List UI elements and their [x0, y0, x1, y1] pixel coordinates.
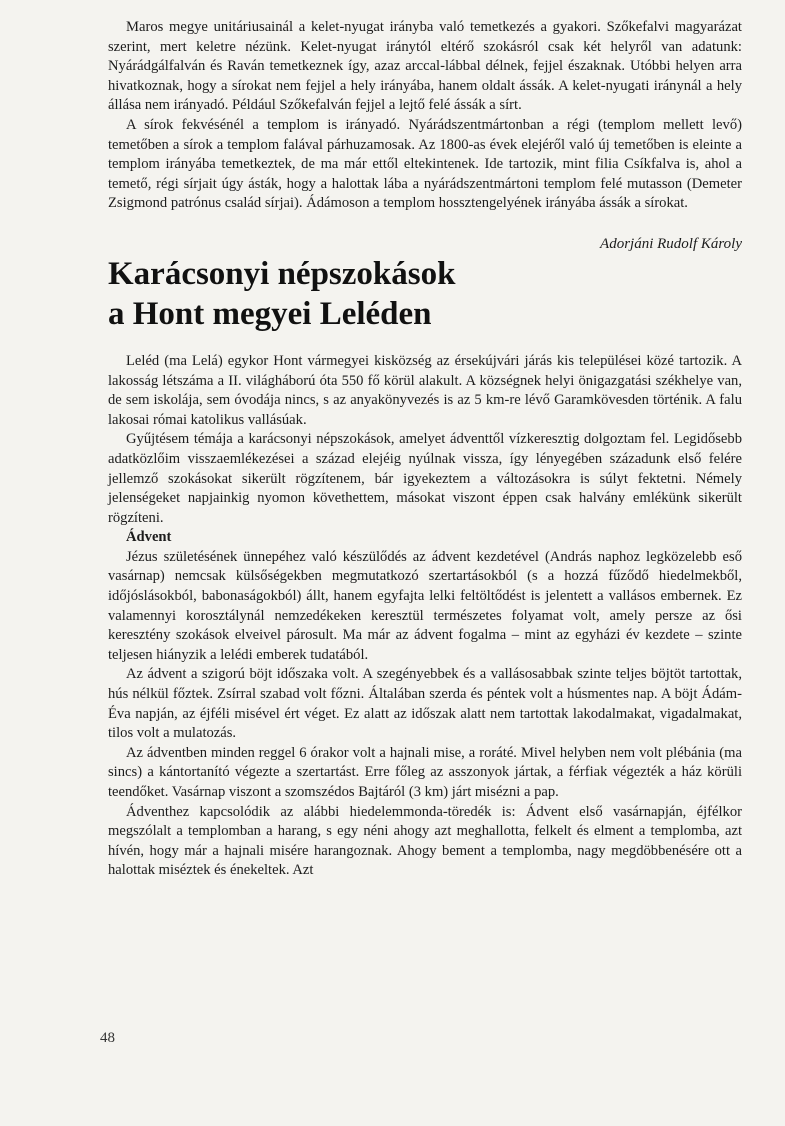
section-heading-advent: Ádvent — [126, 529, 172, 546]
paragraph-collection-topic: Gyűjtésem témája a karácsonyi népszokások, amelyet ádventtől vízkeresztig dolgoztam fel. Legidősebb adatközlőim visszaemlékezései a század elejéig nyúlnak vissza, így lényegében századunk első felére jellemző szokásokat sikerült rögzítenem, bár igyekeztem a változásokra is súlyt fektetni. Némely jelenségeket napjainkig nyomon követhettem, másokat viszont éppen csak halvány emlékünk sikerült rögzíteni. — [108, 431, 742, 526]
paragraph-rorate-mass: Az ádventben minden reggel 6 órakor volt a hajnali mise, a roráté. Mivel helyben nem volt plébánia (ma sincs) a kántortanító végezte a szertartást. Erre főleg az asszonyok jártak, a férfiak végezték a ház körüli teendőket. Vasárnap viszont a szomszédos Bajtáról (3 km) járt misézni a pap. — [108, 744, 742, 800]
paragraph-advent-preparation: Jézus születésének ünnepéhez való készülődés az ádvent kezdetével (András naphoz legközelebb eső vasárnap) nemcsak külsőségekben megmutatkozó szertartásokból (s a hozzá fűződő hiedelmekből, időjóslásokból, babonaságokból) állt, hanem egyfajta lelki feltöltődést is jelentett a vallásos embernek. Ez valamennyi korosztálynál nemzedékeken keresztül természetes folyamat volt, amely persze az ősi keresztény szokások elveivel párosult. Ma már az ádvent fogalma – mint az egyházi év kezdete – szinte teljesen hiányzik a lelédi emberek tudatából. — [108, 548, 742, 663]
paragraph-leled-intro: Leléd (ma Lelá) egykor Hont vármegyei kisközség az érsekújvári járás kis települései közé tartozik. A lakosság létszáma a II. világháború óta 550 fő körül alakult. A községnek helyi önigazgatási székhelye van, de sem iskolája, sem óvodája nincs, s az anyakönyvezés is az 5 km-re lévő Garamkövesden történik. A falu lakosai római katolikus vallásúak. — [108, 352, 742, 428]
page-content — [108, 18, 742, 881]
title-line-1: Karácsonyi népszokások — [108, 255, 456, 292]
paragraph-church-orientation: A sírok fekvésénél a templom is irányadó. Nyárádszentmártonban a régi (templom mellett levő) temetőben a sírok a templom falával párhuzamosak. Az 1800-as évek elejéről való új temetőben is eleinte a templom irányába temetkeztek, de ma már ettől eltekintenek. Ide tartozik, mint filia Csíkfalva is, ahol a temető, régi sírjait úgy ásták, hogy a halottak lába a nyárádszentmártoni templom felé mutasson (Demeter Zsigmond patrónus család sírjai). Ádámoson a templom hossztengelyének irányába ássák a sírokat. — [108, 116, 742, 212]
paragraph-legend-fragment: Ádventhez kapcsolódik az alábbi hiedelemmonda-töredék is: Ádvent első vasárnapján, éjfélkor megszólalt a templomban a harang, s egy néni ahogy azt meghallotta, felkelt és elment a templomba, azt hívén, hogy már a hajnali misére harangoznak. Ahogy bement a templomba, nagy megdöbbenésére ott a halottak miséztek és énekeltek. Azt — [108, 803, 742, 879]
page-number: 48 — [100, 1030, 115, 1046]
paragraph-advent-fasting: Az ádvent a szigorú böjt időszaka volt. A szegényebbek és a vallásosabbak szinte teljes böjtöt tartottak, hús nélkül főztek. Zsírral szabad volt főzni. Általában szerda és péntek volt a húsmentes nap. A böjt Ádám-Éva napján, az éjféli misével ért véget. Ez alatt az időszak alatt nem tartottak lakodalmakat, vigadalmakat, tilos volt a mulatozás. — [108, 666, 742, 742]
article-title — [108, 255, 742, 333]
paragraph-burial-direction: Maros megye unitáriusainál a kelet-nyugat irányba való temetkezés a gyakori. Szőkefalvi magyarázat szerint, mert keletre nézünk. Kelet-nyugat iránytól eltérő szokásról csak két helyről van adatunk: Nyárádgálfalván és Raván temetkeznek így, azaz arccal-lábbal délnek, fejjel északnak. Utóbbi helyen arra hivatkoznak, hogy a sírokat nem fejjel a hely irányába, hanem oldalt ássák. A kelet-nyugati iránynál a hely állása nem irányadó. Például Szőkefalván fejjel a lejtő felé ássák a sírt. — [108, 19, 742, 114]
author-signature: Adorjáni Rudolf Károly — [600, 235, 742, 252]
title-line-2: a Hont megyei Leléden — [108, 295, 432, 332]
